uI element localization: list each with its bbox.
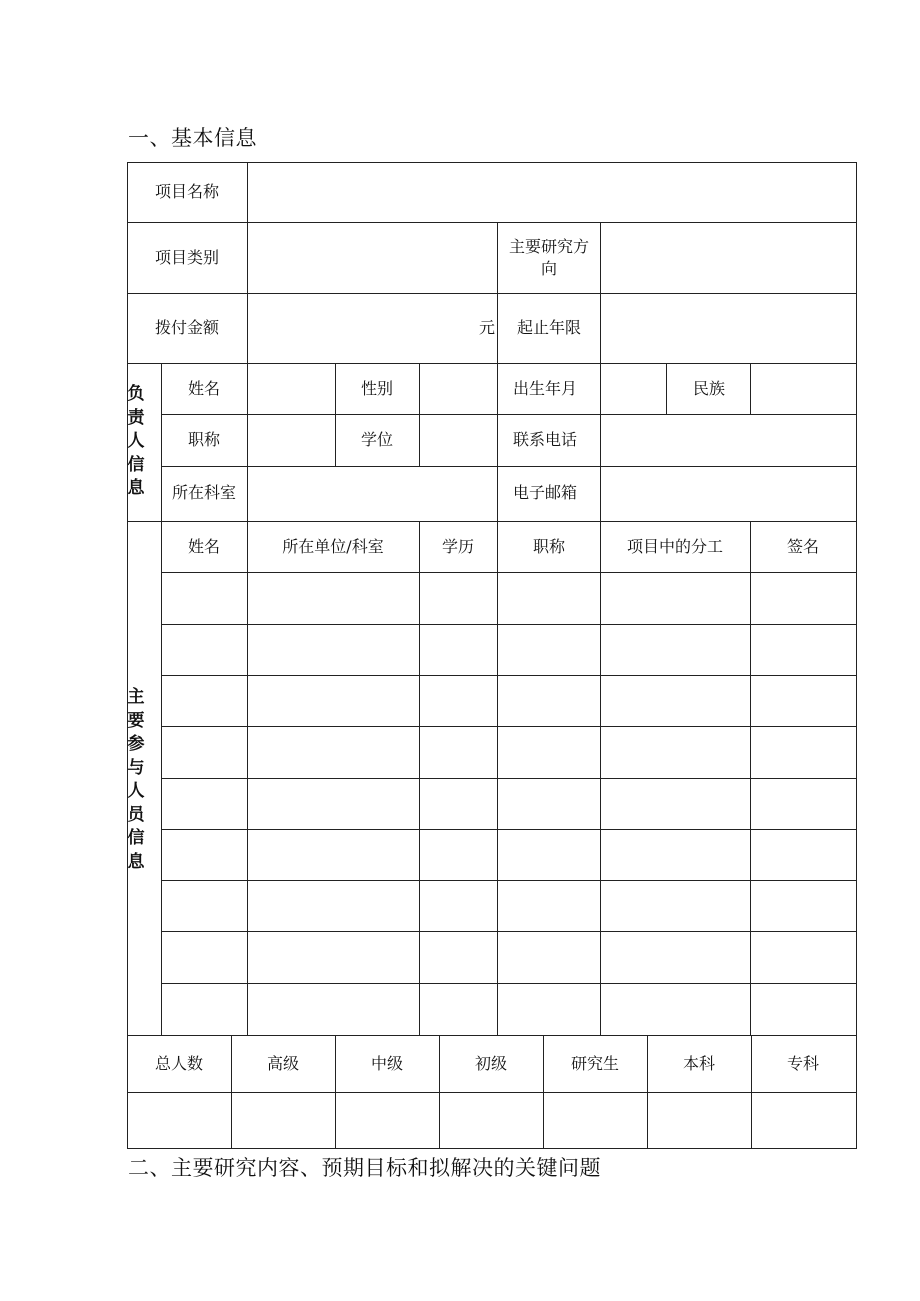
- members-header-title: 职称: [532, 537, 566, 556]
- label-leader-title: 职称: [187, 430, 221, 449]
- label-leader-degree: 学位: [360, 430, 394, 449]
- members-header-role: 项目中的分工: [626, 537, 724, 556]
- summary-header-total: 总人数: [154, 1054, 204, 1073]
- summary-header-junior: 初级: [474, 1054, 508, 1073]
- label-research-direction: 主要研究方向: [508, 237, 589, 278]
- summary-header-intermediate: 中级: [370, 1054, 404, 1073]
- label-period: 起止年限: [516, 318, 582, 337]
- label-leader-name: 姓名: [187, 379, 221, 398]
- members-header-signature: 签名: [786, 537, 820, 556]
- section-1-title: 一、基本信息: [128, 126, 257, 150]
- label-leader-birth: 出生年月: [512, 379, 578, 398]
- label-leader-email: 电子邮箱: [512, 483, 578, 502]
- label-project-name: 项目名称: [154, 182, 220, 201]
- summary-header-postgraduate: 研究生: [570, 1054, 620, 1073]
- summary-header-associate: 专科: [786, 1054, 820, 1073]
- label-funding-amount: 拨付金额: [154, 318, 220, 337]
- label-leader-phone: 联系电话: [512, 430, 578, 449]
- label-leader-ethnicity: 民族: [692, 379, 726, 398]
- members-header-unit: 所在单位/科室: [282, 537, 384, 556]
- members-info-group-label: 主 要 参 与 人 员 信 息: [127, 687, 145, 872]
- label-yuan-unit: 元: [478, 318, 496, 337]
- label-leader-department: 所在科室: [171, 483, 237, 502]
- label-project-category: 项目类别: [154, 248, 220, 267]
- section-2-title: 二、主要研究内容、预期目标和拟解决的关键问题: [128, 1156, 601, 1180]
- leader-info-group-label: 负 责 人 信 息: [127, 384, 145, 498]
- label-leader-gender: 性别: [360, 379, 394, 398]
- summary-header-senior: 高级: [266, 1054, 300, 1073]
- members-header-education: 学历: [441, 537, 475, 556]
- summary-header-bachelor: 本科: [682, 1054, 716, 1073]
- members-header-name: 姓名: [187, 537, 221, 556]
